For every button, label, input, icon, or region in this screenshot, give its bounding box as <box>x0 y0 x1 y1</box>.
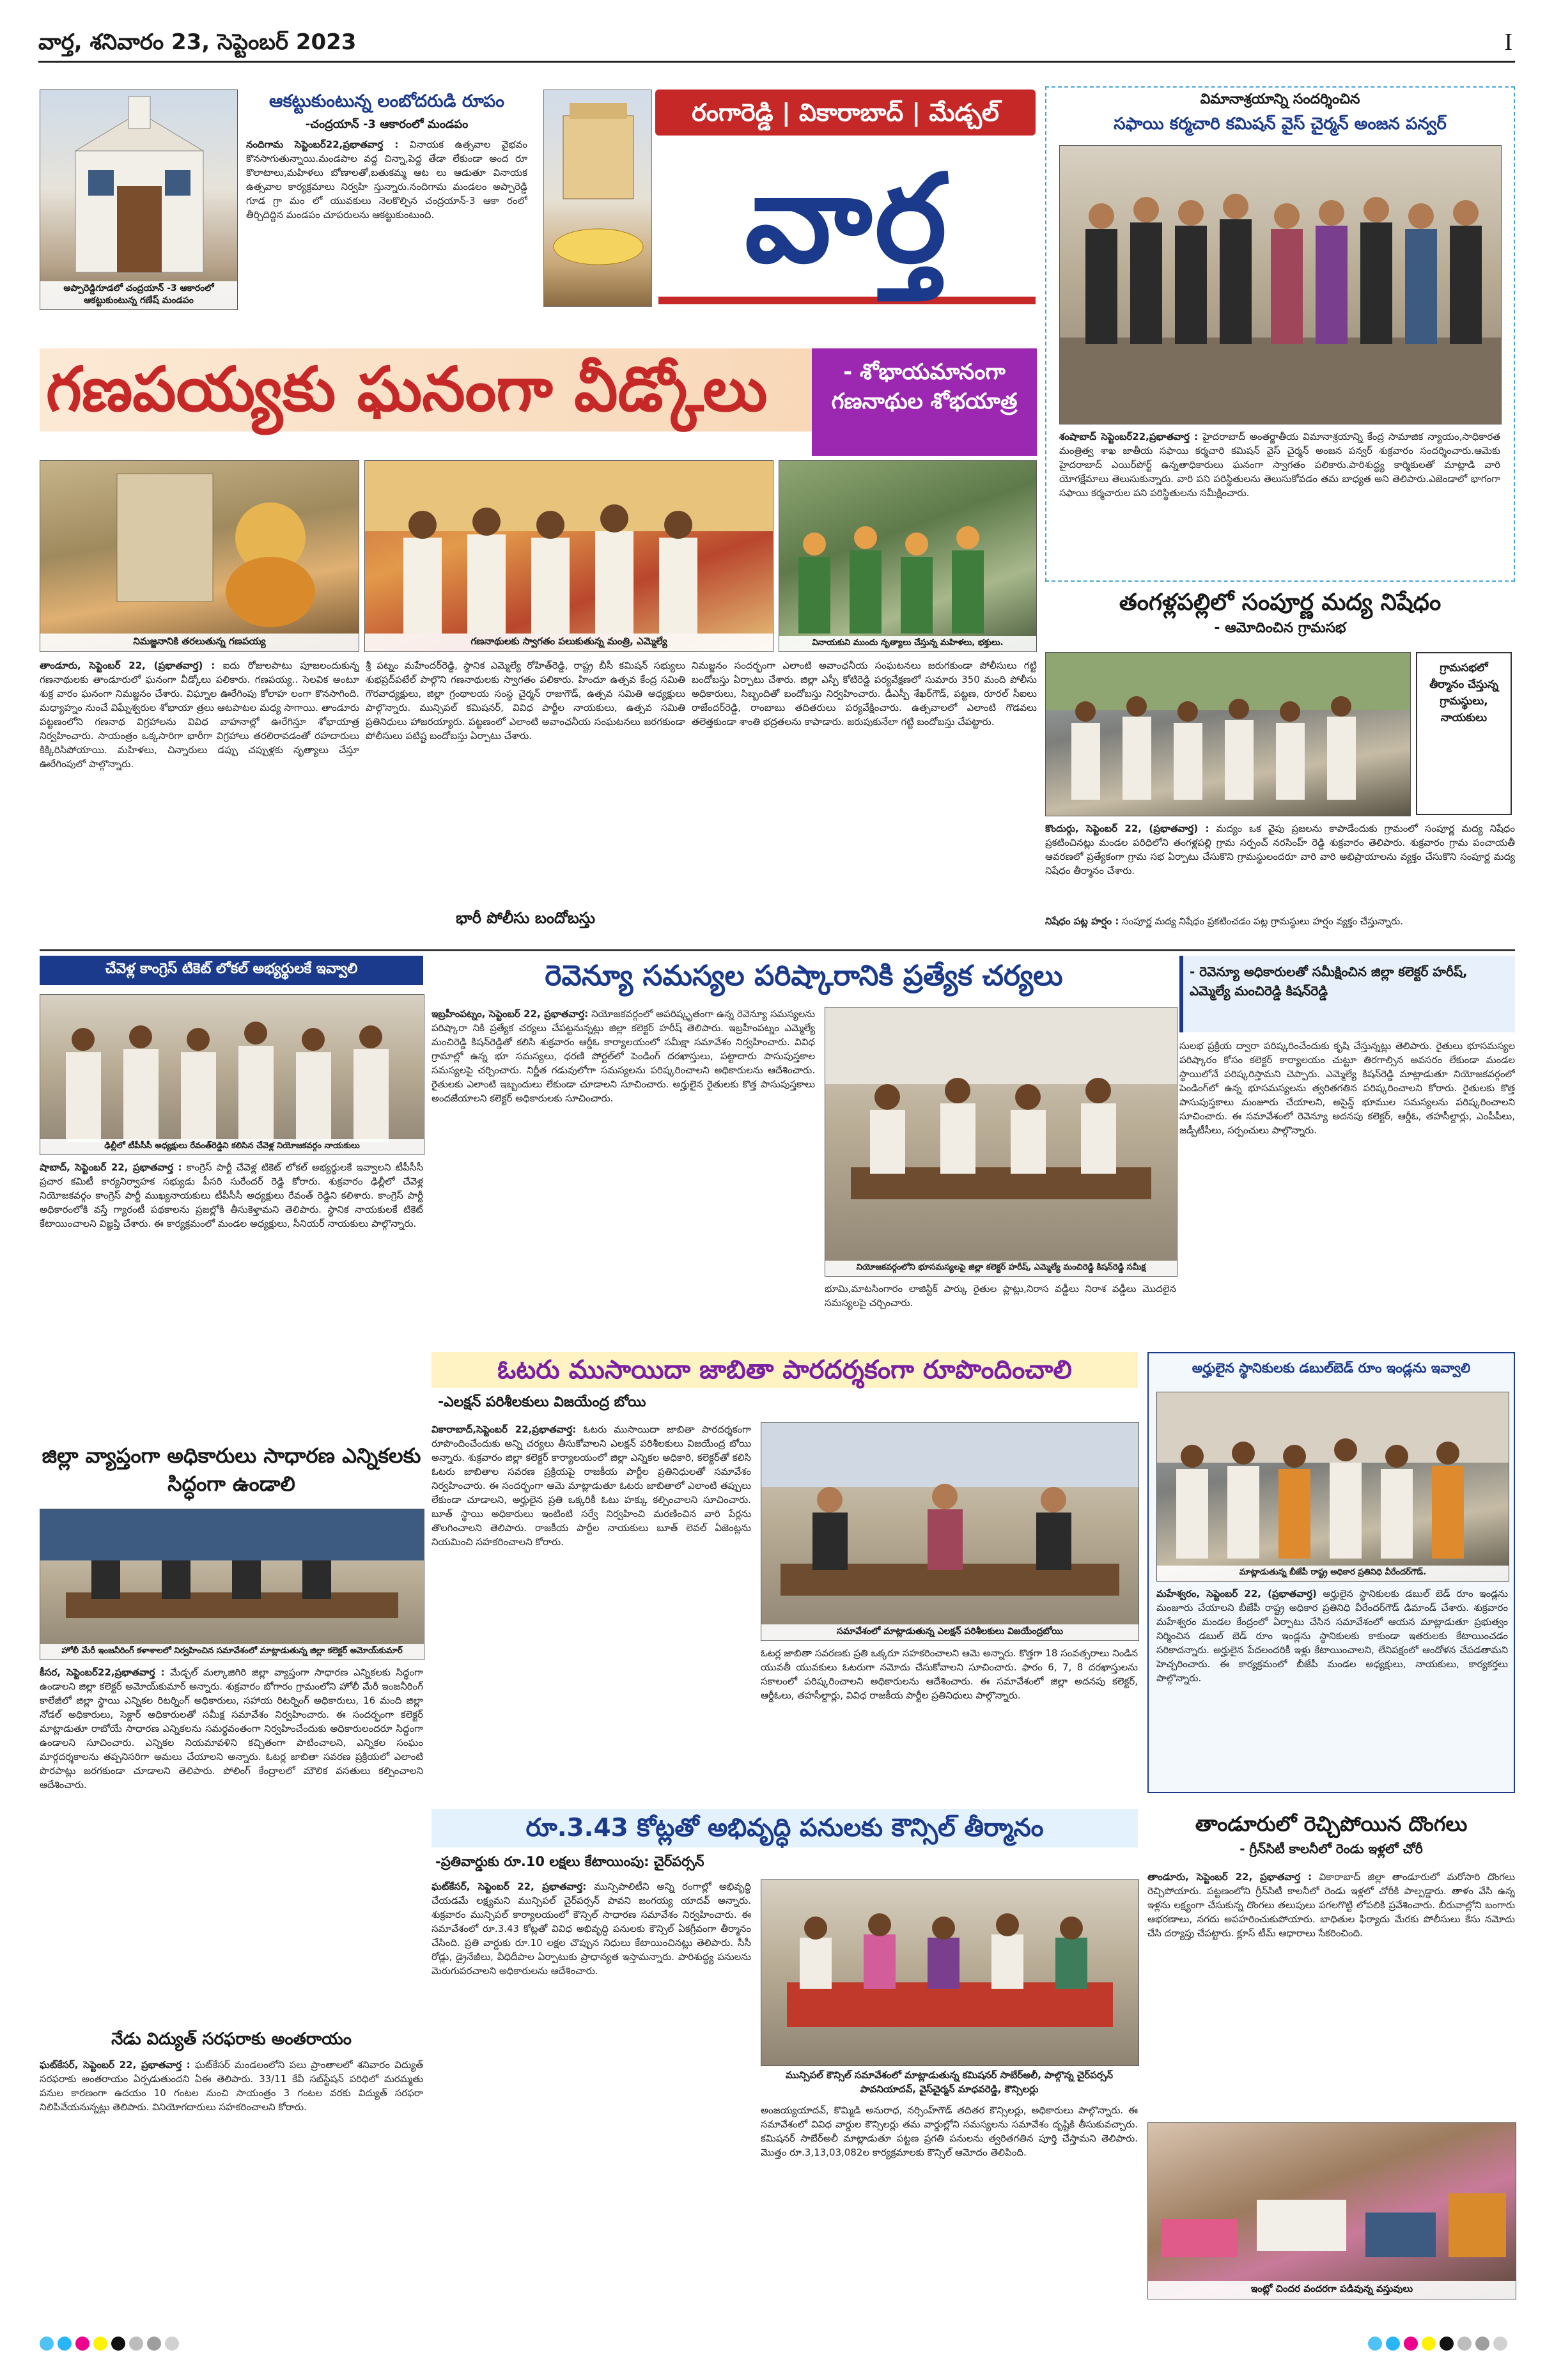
story-chevella <box>40 956 423 1435</box>
theft-photo-caption: ఇంట్లో చిందర వందరగా పడివున్న వస్తువులు <box>1148 2281 1516 2299</box>
gram-sabha-photo <box>1045 652 1411 816</box>
story-top-left <box>246 89 527 310</box>
leaders-meeting-illustration <box>40 995 424 1155</box>
logo-underline <box>658 297 1036 304</box>
election-photo <box>40 1509 424 1660</box>
banner-side-box <box>812 348 1037 456</box>
registration-dot <box>58 2337 72 2351</box>
registration-dot <box>1457 2337 1472 2351</box>
women-dancing-illustration <box>779 461 1037 652</box>
banner-col-2-text: శ్రీ పట్నం మహేందర్‌రెడ్డి, స్థానిక ఎమ్మెల్యే రోహిత్‌రెడ్డి, రాష్ట్ర బీసీ కమిషన్ సభ్యులు శుభప్రద్‌పటేల్ పాల్గొని గణనాథులకు స్వాగతం పలికారు. హిందూ ఉత్సవ కేంద్ర సమితి గౌరవాధ్యక్షులు, జిల్లా గ్రంథాలయ సంస్థ చైర్మన్ రాజుగౌడ్, ఉత్సవ సమితి అధ్యక్షులు పాల్గొన్నారు. మున్సిపల్ కమిషనర్, వివిధ పార్టీల నాయకులు, ఉత్సవ సమితి ప్రతినిధులు హాజరయ్యారు. పట్టణంలో ఎలాంటి అవాంఛనీయ సంఘటనలు జరగకుండా పోలీసులు పటిష్ట బందోబస్తు ఏర్పాటు చేశారు. <box>366 660 685 742</box>
headline: ఓటరు ముసాయిదా జాబితా పారదర్శకంగా రూపొందించాలి <box>431 1352 1138 1388</box>
story-voter-list <box>431 1352 1138 1800</box>
logo-text: వార్త <box>745 148 949 290</box>
double-bed-photo <box>1156 1392 1509 1582</box>
story-body: కొందుర్గు, సెప్టెంబర్ 22, (ప్రభాతవార్త) : మద్యం ఒక వైపు ప్రజలను కాపాడేందుకు గ్రామంలో సంపూర్ణ మద్య నిషేధం ప్రకటించినట్లు మండల పరిధిలోని తంగళ్లపల్లి గ్రామ సర్పంచ్ నరసింహ్ రెడ్డి శుక్రవారం తెలిపారు. శుక్రవారం గ్రామ పంచాయతీ ఆవరణలో ప్రత్యేకంగా గ్రామ సభ ఏర్పాటు చేసుకొని గ్రామస్థులందరూ వారి వారి అభిప్రాయాలను వ్యక్తం చేసుకొని సంపూర్ణ మద్య నిషేధం తీర్మానం చేశారు. <box>1045 823 1515 876</box>
registration-dot <box>147 2337 161 2351</box>
story-council <box>431 1809 1138 2301</box>
banner-side-text: - శోభాయమానంగా గణనాథుల శోభయాత్ర <box>831 359 1018 414</box>
power-headline: నేడు విద్యుత్ సరఫరాకు అంతరాయం <box>111 2030 352 2049</box>
story-double-bed <box>1147 1352 1515 1793</box>
masthead-photo <box>543 89 652 307</box>
kicker: విమానాశ్రయాన్ని సందర్శించిన <box>1200 91 1360 107</box>
edition-bar-text: రంగారెడ్డి | వికారాబాద్ | మేడ్చల్ <box>692 98 999 127</box>
minister-welcome-illustration <box>365 461 773 652</box>
edition-bar <box>655 89 1036 136</box>
registration-dot <box>1386 2337 1400 2351</box>
dance-photo-caption: వినాయకుని ముందు నృత్యాలు చేస్తున్న మహిళలు, భక్తులు. <box>779 636 1036 651</box>
registration-dot <box>1493 2337 1507 2351</box>
immersion-photo-caption: నిమజ్జనానికి తరలుతున్న గణపయ్య <box>40 634 359 651</box>
banner-col-1: తాండూరు, సెప్టెంబర్ 22, (ప్రభాతవార్త) : ఐదు రోజులపాటు పూజలందుకున్న గణనాథులకు తాండూరులో ఘనంగా వీడ్కోలు పలికారు. గణపయ్య.. సెలవిక అంటూ శుక్ర వారం ఘనంగా నిమజ్జనం చేశారు. విఘ్నాల ఊరేగింపు కోలాహ లంగా కొనసాగింది. మధ్యాహ్నం నుంచే విఘ్నేశ్వరుల శోభాయా త్రలు ఆటపాటల మధ్య సాగాయి. తాండూరు పట్టణంలోని గణనాథ విగ్రహాలను వివిధ వాహనాల్లో ఊరేగిస్తూ శోభాయాత్ర నిర్వహించారు. సాయంత్రం ఒక్కసారిగా భారీగా విగ్రహాలు తరలిరావడంతో రహదారులు కిక్కిరిసిపోయాయి. మహిళలు, చిన్నారులు డప్పు చప్పుళ్లకు నృత్యాలు చేస్తూ ఊరేగింపులో పాల్గొన్నారు. <box>40 660 359 770</box>
council-photo-caption: మున్సిపల్ కౌన్సిల్ సమావేశంలో మాట్లాడుతున్న కమిషనర్ సాబేర్అలీ, పాల్గొన్న చైర్‌పర్సన్ పావనియాదవ్, వైస్‌చైర్మన్ మాధవరెడ్డి, కౌన్సిలర్లు <box>785 2069 1114 2095</box>
immersion-photo <box>40 460 359 652</box>
story-power <box>40 2030 423 2189</box>
voter-photo-caption: సమావేశంలో మాట్లాడుతున్న ఎలక్షన్ పరిశీలకులు విజయేంద్రబోయి <box>761 1624 1138 1640</box>
registration-dot <box>1422 2337 1436 2351</box>
council-body-left: ఘట్‌కేసర్, సెప్టెంబర్ 22, ప్రభాతవార్త: మున్సిపాలిటీని అన్ని రంగాల్లో అభివృద్ధి చేయడమే లక్ష్యమని మున్సిపల్ చైర్‌పర్సన్ పావని జంగయ్య యాదవ్ అన్నారు. శుక్రవారం మున్సిపల్ కార్యాలయంలో కౌన్సిల్ సాధారణ సమావేశం నిర్వహించారు. ఈ సమావేశంలో రూ.3.43 కోట్లతో వివిధ అభివృద్ధి పనులకు కౌన్సిల్ ఏకగ్రీవంగా తీర్మానం చేసింది. ప్రతి వార్డుకు రూ.10 లక్షల చొప్పున నిధులు కేటాయించినట్లు తెలిపారు. సీసీ రోడ్లు, డ్రైనేజీలు, వీధిదీపాల ఏర్పాటుకు ప్రాధాన్యత ఇస్తామన్నారు. పారిశుద్ధ్య పనులను మెరుగుపరచాలని అధికారులను ఆదేశించారు. <box>431 1881 751 1977</box>
voter-body-left: వికారాబాద్,సెప్టెంబర్ 22,ప్రభాతవార్త: ఓటరు ముసాయిదా జాబితా పారదర్శకంగా రూపొందించేందుకు అన్ని చర్యలు తీసుకోవాలని ఎలక్షన్ పరిశీలకులు విజయేంద్ర బోయి అన్నారు. శుక్రవారం జిల్లా కలెక్టర్ కార్యాలయంలో జిల్లా ఎన్నికల అధికారి, కలెక్టర్‌తో కలిసి ఓటరు జాబితాల సవరణ ప్రక్రియపై రాజకీయ పార్టీల ప్రతినిధులతో సమావేశం నిర్వహించారు. ఈ సందర్భంగా ఆమె మాట్లాడుతూ ఓటరు జాబితాలో ఎలాంటి తప్పులు లేకుండా చూడాలని, అర్హులైన ప్రతి ఒక్కరికీ ఓటు హక్కు కల్పించాలని సూచించారు. బూత్ స్థాయి అధికారులు ఇంటింటి సర్వే నిర్వహించి మరణించిన వారి పేర్లను తొలగించాలని తెలిపారు. రాజకీయ పార్టీల నాయకులు బూత్ లెవల్ ఏజెంట్లను నియమించి సహకరించాలని కోరారు. <box>431 1424 751 1548</box>
banner-col-3: నిమజ్జనం సందర్భంగా ఎలాంటి అవాంఛనీయ సంఘటనలు జరుగకుండా పోలీసులు గట్టి బందోబస్తు ఏర్పాటు చేశారు. జిల్లా ఎస్పీ కోటిరెడ్డి పర్యవేక్షణలో సుమారు 350 మంది పోలీసు అధికారులు, సిబ్బందితో బందోబస్తు నిర్వహించారు. డీఎస్పీ శేఖర్‌గౌడ్, పట్టణ, రూరల్ సీఐలు రాజేందర్‌రెడ్డి, రాంబాబు తదితరులు పర్యవేక్షించారు. ఉత్సవాలలో ఎలాంటి గొడవలు తలెత్తకుండా శాంతి భద్రతలను కాపాడారు. జరుపుకునేలా గట్టి బందోబస్తు చేపట్టారు. <box>692 660 1037 727</box>
registration-dot <box>1475 2337 1489 2351</box>
chevella-photo <box>40 994 424 1155</box>
subhead: -ప్రతివార్డుకు రూ.10 లక్షలు కేటాయింపు: చైర్‌పర్సన్ <box>435 1854 704 1869</box>
temple-tower-illustration <box>544 90 653 307</box>
subhead: - గ్రీన్‌సిటీ కాలనీలో రెండు ఇళ్లలో చోరీ <box>1239 1841 1423 1856</box>
council-photo <box>761 1879 1139 2066</box>
village-meeting-illustration <box>1046 653 1410 816</box>
voter-photo <box>761 1422 1139 1641</box>
conference-illustration <box>40 1509 424 1660</box>
revenue-body-left: ఇబ్రహీంపట్నం, సెప్టెంబర్ 22, ప్రభాతవార్త: నియోజకవర్గంలో అపరిష్కృతంగా ఉన్న రెవెన్యూ సమస్యలను పరిష్కారా నికి ప్రత్యేక చర్యలు చేపట్టనున్నట్లు జిల్లా కలెక్టర్ హరీష్ తెలిపారు. ఇబ్రహీంపట్నం ఎమ్మెల్యే మంచిరెడ్డి కిషన్‌రెడ్డితో కలిసి శుక్రవారం ఆర్డీఓ కార్యాలయంలో సమీక్షా సమావేశం నిర్వహించారు. వివిధ గ్రామాల్లో ఉన్న భూ సమస్యలు, ధరణి పోర్టల్‌లో పెండింగ్ దరఖాస్తులు, పట్టాదారు పాసుపుస్తకాల సమస్యలపై చర్చించారు. నిర్ణీత గడువులోగా సమస్యలను పరిష్కరించాలని అధికారులను ఆదేశించారు. రైతులకు ఎలాంటి ఇబ్బందులు లేకుండా చూడాలని సూచించారు. అర్హులైన రైతులకు కొత్త పాసుపుస్తకాలు అందజేయాలని కలెక్టర్ అధికారులకు సూచించారు. <box>431 1008 815 1104</box>
masthead-logo <box>658 146 1036 309</box>
temple-illustration <box>40 90 238 310</box>
headline: తంగళ్లపల్లిలో సంపూర్ణ మద్య నిషేధం <box>1119 589 1441 616</box>
page-marker: I <box>1504 29 1512 56</box>
bjp-gathering-illustration <box>1157 1392 1509 1581</box>
subhead: -ఎలక్షన్ పరిశీలకులు విజయేంద్ర బోయి <box>438 1394 646 1410</box>
story-body: నందిగామ సెప్టెంబర్22,ప్రభాతవార్త : వినాయక ఉత్సవాల వైభవం కొనసాగుతున్నాయి.మండపాల వద్ద చిన్నా,పెద్ద తేడా లేకుండా అంద రూ కొలాటాలు,మహిళలు బోణాలతో,బతుకమ్మ ఆట లు ఆడుతూ వినాయక ఉత్సవాల కార్యక్రమాలు నిర్వహి స్తున్నారు.నందిగామ మండలం అప్పారెడ్డి గూడ గ్రా మం లో యువకులు నెలకొల్పిన చంద్రయాన్-3 ఆకా రంలో తీర్చిదిద్దిన మండపం చూపరులను ఆకట్టుకుంటుంది. <box>246 139 527 221</box>
headline: ఆకట్టుకుంటున్న లంబోదరుడి రూపం <box>269 91 504 111</box>
banner-col-2 <box>366 658 685 943</box>
double-bed-photo-caption: మాట్లాడుతున్న బీజేపీ రాష్ట్ర అధికార ప్రతినిధి వీరేందర్‌గౌడ్. <box>1157 1566 1509 1581</box>
headline: రూ.3.43 కోట్లతో అభివృద్ధి పనులకు కౌన్సిల్ తీర్మానం <box>431 1809 1138 1847</box>
voter-body-right: ఓటర్ల జాబితా సవరణకు ప్రతి ఒక్కరూ సహకరించాలని ఆమె అన్నారు. కొత్తగా 18 సంవత్సరాలు నిండిన యువతీ యువకులు ఓటరుగా నమోదు చేసుకోవాలని సూచించారు. ఫారం 6, 7, 8 దరఖాస్తులను సకాలంలో పరిష్కరించాలని అధికారులను ఆదేశించారు. ఈ సమావేశంలో జిల్లా అదనపు కలెక్టర్, ఆర్డీఓలు, తహసీల్దార్లు, వివిధ రాజకీయ పార్టీల ప్రతినిధులు పాల్గొన్నారు. <box>761 1647 1138 1701</box>
power-body: ఘట్‌కేసర్, సెప్టెంబర్ 22, ప్రభాతవార్త : ఘట్‌కేసర్ మండలంలోని పలు ప్రాంతాలలో శనివారం విద్యుత్ సరఫరాకు అంతరాయం ఏర్పడుతుందని ఏఈ తెలిపారు. 33/11 కేవీ సబ్‌స్టేషన్ పరిధిలో మరమ్మతు పనుల కారణంగా ఉదయం 10 గంటల నుంచి సాయంత్రం 3 గంటల వరకు విద్యుత్ సరఫరా నిలిపివేయనున్నట్లు తెలిపారు. వినియోగదారులు సహకరించాలని కోరారు. <box>40 2059 423 2113</box>
registration-dot <box>75 2337 89 2351</box>
revenue-body-below-photo: భూమి,మాటసింగారం లాజిస్టిక్ పార్కు రైతుల ప్లాట్లు,నిరాస వడ్డీలు నిరాశ వడ్డీలు మొదలైన సమస్యలపై చర్చించారు. <box>825 1283 1176 1309</box>
registration-dot <box>111 2337 125 2351</box>
review-meeting-illustration <box>825 1007 1177 1276</box>
story-body: తాండూరు, సెప్టెంబర్ 22, ప్రభాతవార్త : వికారాబాద్ జిల్లా తాండూరులో మరోసారి దొంగలు రెచ్చిపోయారు. పట్టణంలోని గ్రీన్‌సిటీ కాలనీలో రెండు ఇళ్లలో చోరీకి పాల్పడ్డారు. తాళం వేసి ఉన్న ఇళ్లను లక్ష్యంగా చేసుకున్న దొంగలు తలుపులు పగలగొట్టి లోపలికి ప్రవేశించారు. బీరువాల్లోని బంగారు ఆభరణాలు, నగదు అపహరించుకుపోయారు. బాధితుల ఫిర్యాదు మేరకు పోలీసులు కేసు నమోదు చేసి దర్యాప్తు చేపట్టారు. క్లూస్ టీమ్ ఆధారాలు సేకరించింది. <box>1147 1871 1515 1939</box>
registration-dot <box>93 2337 107 2351</box>
theft-photo <box>1147 2122 1516 2299</box>
headline: సఫాయి కర్మచారి కమిషన్ వైస్ చైర్మన్ అంజన పన్వర్ <box>1114 114 1447 134</box>
side-head: - రెవెన్యూ అధికారులతో సమీక్షించిన జిల్లా కలెక్టర్ హరీష్, ఎమ్మెల్యే మంచిరెడ్డి కిషన్‌రెడ్డి <box>1179 956 1515 1032</box>
story-theft <box>1147 1809 1515 2301</box>
main-headline: గణపయ్యకు ఘనంగా వీడ్కోలు <box>46 354 768 425</box>
people-group-illustration <box>1060 146 1501 424</box>
registration-dot <box>1440 2337 1454 2351</box>
subhead: - ఆమోదించిన గ్రామసభ <box>1214 620 1346 636</box>
registration-dot <box>129 2337 143 2351</box>
revenue-photo-caption: నియోజకవర్గంలోని భూసమస్యలపై జిల్లా కలెక్టర్ హరీష్, ఎమ్మెల్యే మంచిరెడ్డి కిషన్‌రెడ్డి సమీక్ష <box>825 1261 1177 1276</box>
footer-dots-left <box>40 2337 295 2356</box>
observer-meeting-illustration <box>761 1423 1138 1640</box>
welcome-photo <box>364 460 773 652</box>
headline: జిల్లా వ్యాప్తంగా అధికారులు సాధారణ ఎన్నికలకు సిద్ధంగా ఉండాలి <box>42 1443 421 1496</box>
council-meeting-illustration <box>761 1880 1138 2065</box>
story-top-right-box <box>1045 86 1515 582</box>
registration-dot <box>1404 2337 1418 2351</box>
story-tangallapalli <box>1045 588 1515 943</box>
story-election-ready <box>40 1442 423 2189</box>
footer-dots-right <box>1368 2337 1521 2356</box>
gram-sabha-side-caption: గ్రామసభలో తీర్మానం చేస్తున్న గ్రామస్థులు, నాయకులు <box>1416 652 1512 815</box>
election-photo-caption: హోలీ మేరీ ఇంజనీరింగ్ కళాశాలలో నిర్వహించిన సమావేశంలో మాట్లాడుతున్న జిల్లా కలెక్టర్ అమోయ్‌కుమార్ <box>40 1644 424 1660</box>
revenue-body-right: సులభ ప్రక్రియ ద్వారా పరిష్కరించేందుకు కృషి చేస్తున్నట్లు తెలిపారు. రైతులు భూసమస్యల పరిష్కారం కోసం కలెక్టర్ కార్యాలయం చుట్టూ తిరగాల్సిన అవసరం లేకుండా మండల స్థాయిలోనే పరిష్కరిస్తామని చెప్పారు. ఎమ్మెల్యే కిషన్‌రెడ్డి మాట్లాడుతూ నియోజకవర్గంలో పెండింగ్‌లో ఉన్న భూసమస్యలను త్వరితగతిన పరిష్కరించాలని కోరారు. రైతులకు కొత్త పాసుపుస్తకాలు మంజూరు చేయాలని, అసైన్డ్ భూముల సమస్యలను పరిష్కరించాలని సూచించారు. ఈ సమావేశంలో రెవెన్యూ అదనపు కలెక్టర్, ఆర్డీఓ, తహసీల్దార్లు, ఎంపీపీలు, జడ్పీటీసీలు, సర్పంచులు పాల్గొన్నారు. <box>1179 1040 1515 1136</box>
scattered-items-illustration <box>1148 2123 1516 2299</box>
registration-dot <box>1368 2337 1382 2351</box>
temple-photo <box>40 89 238 310</box>
chevella-photo-caption: ఢిల్లీలో టీపీసీసీ అధ్యక్షులు రేవంత్‌రెడ్డిని కలిసిన చేవెళ్ల నియోజకవర్గం నాయకులు <box>40 1139 424 1155</box>
date-line: వార్త, శనివారం 23, సెప్టెంబర్ 2023 <box>38 29 357 55</box>
date-strip <box>38 26 1515 63</box>
headline: చేవెళ్ల కాంగ్రెస్ టికెట్ లోకల్ అభ్యర్థులకే ఇవ్వాలి <box>40 956 423 985</box>
story-body: శంషాబాద్ సెప్టెంబర్22,ప్రభాతవార్త : హైదరాబాద్ అంతర్జాతీయ విమానాశ్రయాన్ని కేంద్ర సామాజిక న్యాయం,సాధికారత మంత్రిత్వ శాఖ జాతీయ సఫాయి కర్మచారి కమిషన్ వైస్ చైర్మన్ అంజన పన్వర్ శుక్రవారం సందర్శించారు.ఆమెకు హైదరాబాద్ ఎయిర్‌పోర్ట్ ఉన్నతాధికారులు ఘనంగా స్వాగతం పలికారు.పారిశుద్ధ్య కార్మికులతో మాట్లాడి వారి యోగక్షేమాలు తెలుసుకున్నారు. వారి పని పరిస్థితులను తెలుసుకోవడం తమ బాధ్యత అని తెలిపారు.ఎజెండాలో భాగంగా సఫాయి కర్మచారుల పని పరిస్థితులను సమీక్షించారు. <box>1059 431 1500 499</box>
headline: రెవెన్యూ సమస్యల పరిష్కారానికి ప్రత్యేక చర్యలు <box>545 960 1063 992</box>
story-body: కీసర, సెప్టెంబర్22,ప్రభాతవార్త : మేడ్చల్ మల్కాజిగిరి జిల్లా వ్యాప్తంగా సాధారణ ఎన్నికలకు సిద్ధంగా ఉండాలని జిల్లా కలెక్టర్ అమోయ్‌కుమార్ అన్నారు. శుక్రవారం బోగారం గ్రామంలోని హోలీ మేరీ ఇంజనీరింగ్ కాలేజీలో జిల్లా స్థాయి ఎన్నికల రిటర్నింగ్ అధికారులు, సహాయ రిటర్నింగ్ అధికారులు, 16 మంది జిల్లా నోడల్ అధికారులు, సెక్టార్ అధికారులతో సమీక్ష సమావేశం నిర్వహించారు. ఈ సందర్భంగా కలెక్టర్ మాట్లాడుతూ రాబోయే సాధారణ ఎన్నికలను సమర్థవంతంగా నిర్వహించేందుకు అధికారులందరూ సిద్ధంగా ఉండాలని సూచించారు. ఎన్నికల నియమావళిని కచ్చితంగా పాటించాలని, ఎన్నికల సంఘం మార్గదర్శకాలను తప్పనిసరిగా అమలు చేయాలని అన్నారు. ఓటర్ల జాబితా సవరణ ప్రక్రియలో ఎలాంటి పొరపాట్లు జరగకుండా చూడాలని తెలిపారు. పోలింగ్ కేంద్రాలలో మౌలిక వసతులు కల్పించాలని ఆదేశించారు. <box>40 1667 423 1791</box>
headline: తాండూరులో రెచ్చిపోయిన దొంగలు <box>1195 1812 1468 1836</box>
council-body-right: అంజయ్యయాదవ్, కొమ్మిడి అనురాధ, నర్సింహ్‌గౌడ్ తదితర కౌన్సిలర్లు, అధికారులు పాల్గొన్నారు. ఈ సమావేశంలో వివిధ వార్డుల కౌన్సిలర్లు తమ వార్డుల్లోని సమస్యలను సమావేశం దృష్టికి తీసుకువచ్చారు. కమిషనర్ సాబేర్‌అలీ మాట్లాడుతూ పట్టణ ప్రగతి పనులను త్వరితగతిన పూర్తి చేస్తామని తెలిపారు. మొత్తం రూ.3,13,03,082ల కార్యక్రమాలకు కౌన్సిల్ ఆమోదం తెలిపింది. <box>761 2104 1138 2158</box>
welcome-photo-caption: గణనాథులకు స్వాగతం పలుకుతున్న మంత్రి, ఎమ్మెల్యే <box>365 634 773 651</box>
story-body: మహేశ్వరం, సెప్టెంబర్ 22, (ప్రభాతవార్త) అర్హులైన స్థానికులకు డబుల్ బెడ్ రూం ఇండ్లను మంజూరు చేయాలని బీజేపీ రాష్ట్ర అధికార ప్రతినిధి వీరేందర్‌గౌడ్ డిమాండ్ చేశారు. శుక్రవారం మహేశ్వరం మండల కేంద్రంలో ఏర్పాటు చేసిన సమావేశంలో ఆయన మాట్లాడుతూ ప్రభుత్వం నిర్మించిన డబుల్ బెడ్ రూం ఇండ్లను స్థానికులకు కాకుండా ఇతరులకు కేటాయించడం సరికాదన్నారు. అర్హులైన పేదలందరికీ ఇళ్లు కేటాయించాలని, లేనిపక్షంలో ఆందోళన చేపడతామని హెచ్చరించారు. ఈ కార్యక్రమంలో బీజేపీ మండల అధ్యక్షులు, నాయకులు, కార్యకర్తలు పాల్గొన్నారు. <box>1156 1588 1508 1684</box>
section-divider <box>40 949 1515 951</box>
temple-photo-caption: అప్పారెడ్డిగూడలో చంద్రయాన్ -3 ఆకారంలో ఆకట్టుకుంటున్న గణేష్ మండపం <box>40 281 237 309</box>
story-body: షాబాద్, సెప్టెంబర్ 22, ప్రభాతవార్త : కాంగ్రెస్ పార్టీ చేవెళ్ల టికెట్ లోకల్ అభ్యర్థులకే ఇవ్వాలని టీపీసీసీ ప్రచార కమిటీ కార్యనిర్వాహక సభ్యుడు పీసరి సురేందర్ రెడ్డి కోరారు. శుక్రవారం ఢిల్లీలో చేవెళ్ల నియోజకవర్గం కాంగ్రెస్ పార్టీ ముఖ్యనాయకులు టీపీసీసీ అధ్యక్షులు రేవంత్ రెడ్డిని కలిశారు. కాంగ్రెస్ పార్టీ అధికారంలోకి వస్తే గ్యారంటీ పథకాలను ప్రజల్లోకి తీసుకెళ్తామని తెలిపారు. స్థానిక నాయకులకే టికెట్ కేటాయించాలని విజ్ఞప్తి చేశారు. ఈ కార్యక్రమంలో మండల అధ్యక్షులు, సీనియర్ నాయకులు పాల్గొన్నారు. <box>40 1162 423 1229</box>
registration-dot <box>165 2337 179 2351</box>
story-body-last: నిషేధం పట్ల హర్షం : సంపూర్ణ మద్య నిషేధం ప్రకటించడం పట్ల గ్రామస్థులు హర్షం వ్యక్తం చేస్తున్నారు. <box>1045 915 1403 927</box>
registration-dot <box>40 2337 54 2351</box>
story-revenue <box>431 956 1515 1346</box>
airport-photo <box>1059 145 1502 424</box>
subhead: -చంద్రయాన్ -3 ఆకారంలో మండపం <box>305 118 469 131</box>
headline: అర్హులైన స్థానికులకు డబుల్‌బెడ్ రూం ఇండ్లను ఇవ్వాలి <box>1192 1360 1471 1376</box>
dance-photo <box>779 460 1037 652</box>
banner-col-2-subhead: భారీ పోలీసు బందోబస్తు <box>455 909 596 927</box>
ganesh-procession-illustration <box>40 461 359 652</box>
revenue-photo <box>825 1007 1177 1277</box>
